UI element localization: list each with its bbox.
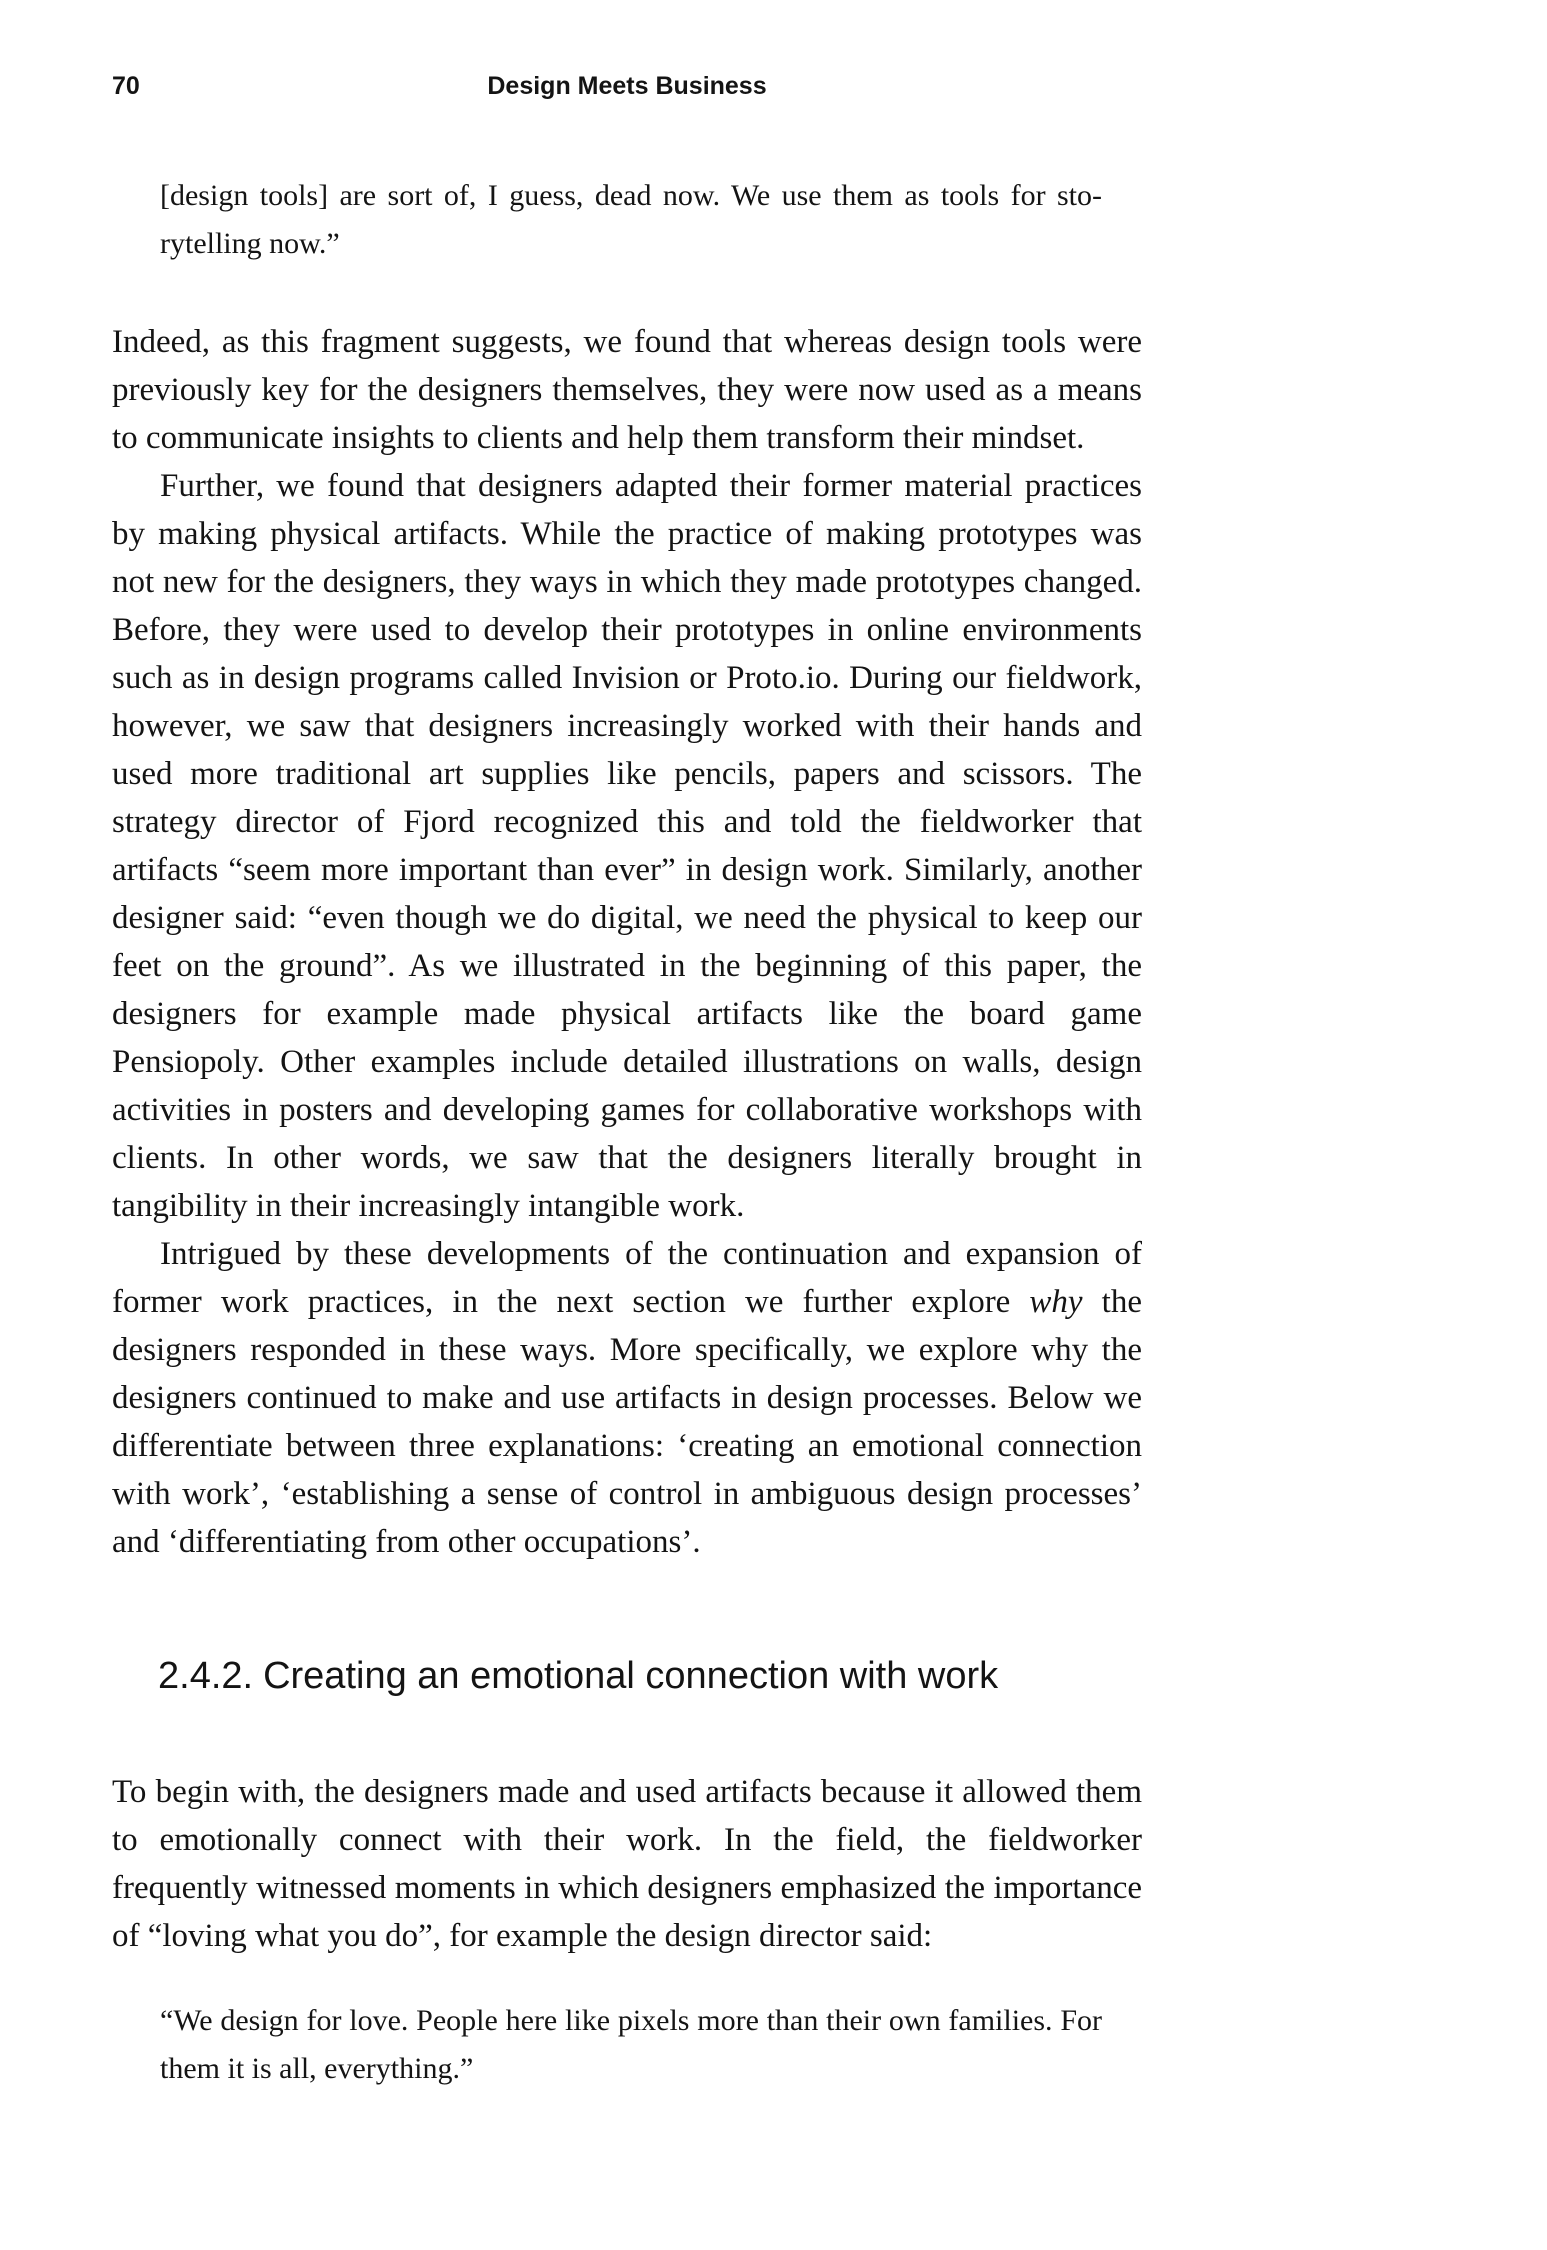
paragraph: Indeed, as this fragment suggests, we found that whereas design tools were previously key for the designers themselves, they were now used as a means to communicate insights to clients and help them transform their mindset.: [112, 324, 1142, 456]
paragraph: Further, we found that designers adapted their former material practices by making physical artifacts. While the practice of making prototypes was not new for the designers, they ways in which they made prototypes changed. Before, they were used to develop their prototypes in online environments such as in design programs called Invision or Proto.io. During our fieldwork, however, we saw that designers increasingly worked with their hands and used more traditional art supplies like pencils, papers and scissors. The strategy director of Fjord recognized this and told the fieldworker that artifacts “seem more important than ever” in design work. Similarly, another designer said: “even though we do digital, we need the physical to keep our feet on the ground”. As we illustrated in the beginning of this paper, the designers for example made physical artifacts like the board game Pensiopoly. Other examples include detailed illustrations on walls, design activities in posters and developing games for collaborative workshops with clients. In other words, we saw that the designers literally brought in tangibility in their increasingly intangible work.: [112, 468, 1142, 1224]
page-header: [112, 66, 1142, 106]
body-text-section-1: [112, 318, 1142, 1566]
page-number: 70: [112, 72, 140, 100]
emphasis-why: why: [1029, 1284, 1083, 1320]
paragraph-why: [112, 1230, 1142, 1566]
block-quote-continued: [design tools] are sort of, I guess, dead now. We use them as tools for storytelling now.”: [160, 179, 1102, 260]
section-number: 2.4.2.: [158, 1655, 254, 1697]
body-text-section-2: [112, 1768, 1142, 1960]
paragraph-why-before: Intrigued by these developments of the continuation and expansion of former work practices, in the next section we further explore: [112, 1236, 1142, 1320]
section-heading: [158, 1652, 998, 1700]
paragraph: To begin with, the designers made and used artifacts because it allowed them to emotionally connect with their work. In the field, the fieldworker frequently witnessed moments in which designers emphasized the importance of “loving what you do”, for example the design director said:: [112, 1774, 1142, 1954]
paragraph-why-after: the designers responded in these ways. More specifically, we explore why the designers continued to make and use artifacts in design processes. Below we differentiate between three explanations: ‘creating an emotional connection with work’, ‘establishing a sense of control in ambiguous design processes’ and ‘differentiating from other occupations’.: [112, 1284, 1142, 1560]
section-title: Creating an emotional connection with work: [263, 1655, 999, 1697]
running-title: Design Meets Business: [487, 72, 767, 100]
block-quote: “We design for love. People here like pixels more than their own families. For them it is all, everything.”: [160, 2004, 1102, 2085]
